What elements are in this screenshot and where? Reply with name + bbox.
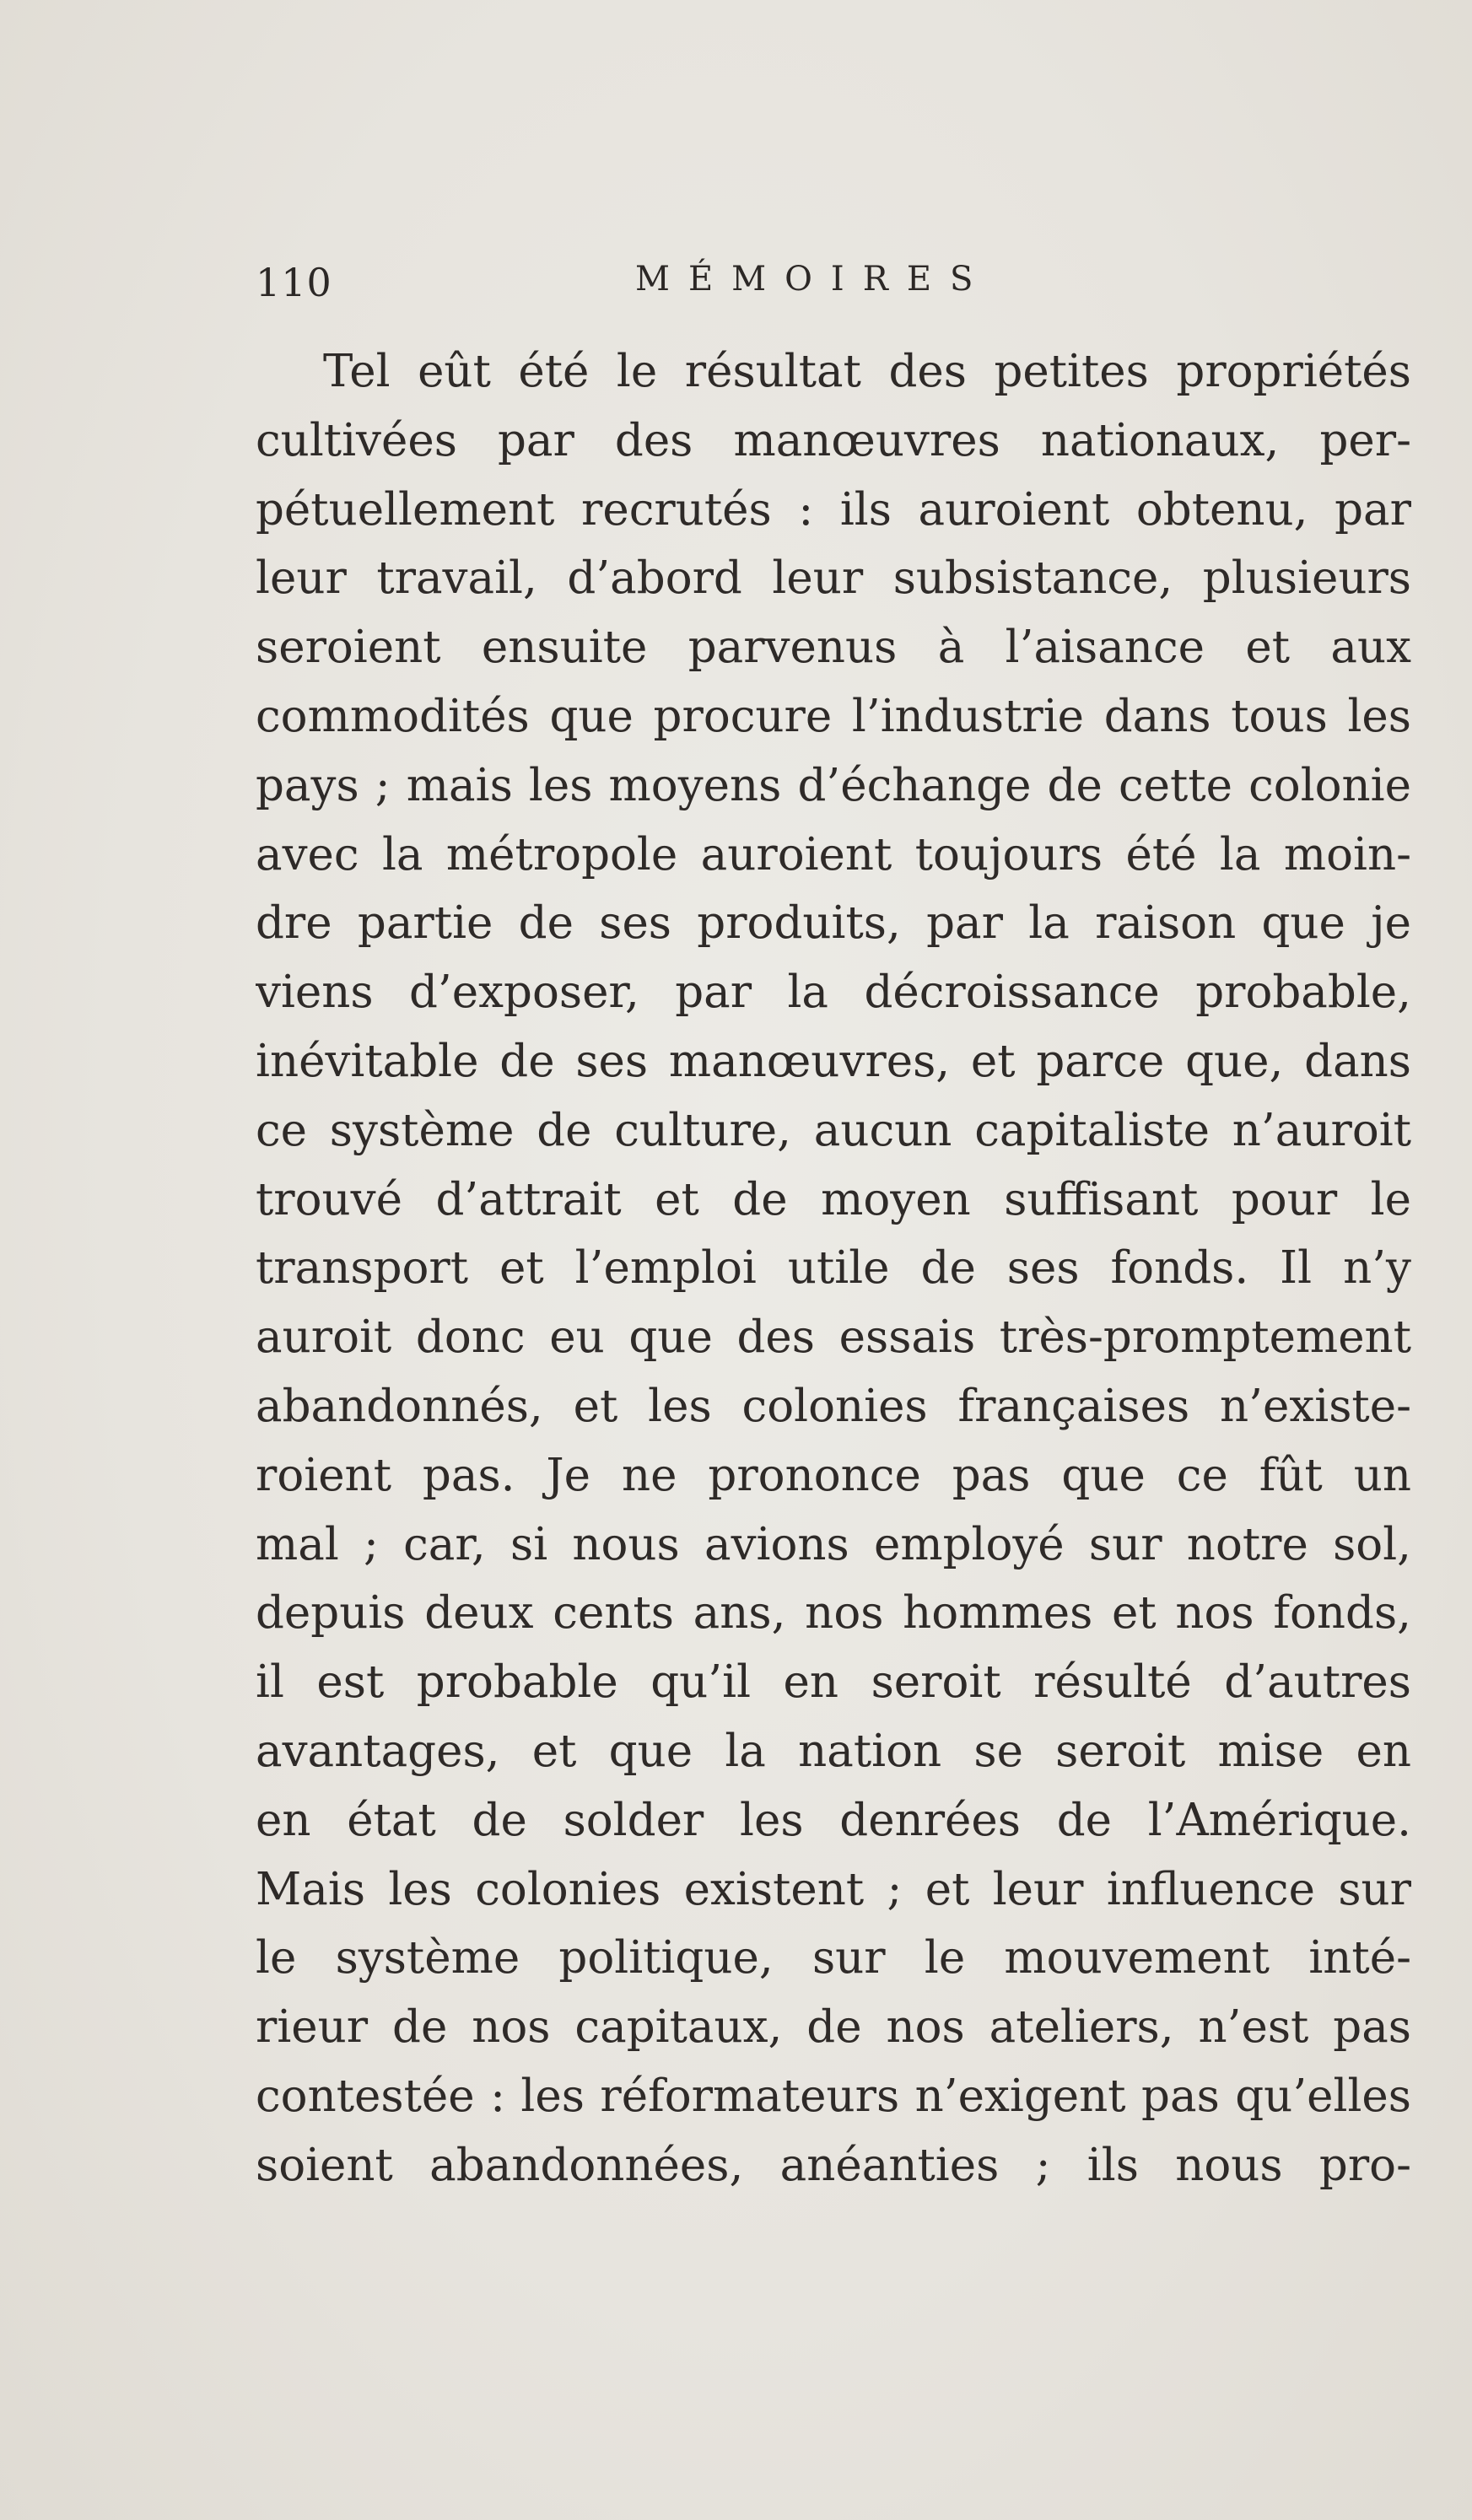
text-line: Tel eût été le résultat des petites propriétés xyxy=(323,346,1411,397)
text-line: ce système de culture, aucun capitaliste n’auroit xyxy=(256,1104,1411,1156)
text-line: abandonnés, et les colonies françaises n’existe- xyxy=(256,1380,1411,1432)
text-line: trouvé d’attrait et de moyen suffisant pour le xyxy=(256,1173,1411,1225)
running-head: MÉMOIRES xyxy=(635,260,992,299)
text-line: pays ; mais les moyens d’échange de cette colonie xyxy=(256,759,1411,811)
text-line: commodités que procure l’industrie dans tous les xyxy=(256,690,1411,742)
text-line: soient abandonnées, anéanties ; ils nous pro- xyxy=(256,2139,1411,2191)
page-number: 110 xyxy=(256,260,332,305)
text-line: le système politique, sur le mouvement inté- xyxy=(256,1932,1411,1984)
text-line: avec la métropole auroient toujours été la moin- xyxy=(256,828,1411,880)
text-line: avantages, et que la nation se seroit mise en xyxy=(256,1725,1411,1777)
text-line: roient pas. Je ne prononce pas que ce fût un xyxy=(256,1449,1411,1501)
text-line: cultivées par des manœuvres nationaux, per- xyxy=(256,414,1411,466)
text-line: Mais les colonies existent ; et leur influence sur xyxy=(256,1863,1411,1915)
text-line: depuis deux cents ans, nos hommes et nos fonds, xyxy=(256,1587,1411,1640)
text-line: contestée : les réformateurs n’exigent pas qu’elles xyxy=(256,2070,1411,2122)
text-line: mal ; car, si nous avions employé sur notre sol, xyxy=(256,1518,1411,1570)
text-line: pétuellement recrutés : ils auroient obtenu, par xyxy=(256,483,1411,536)
text-line: rieur de nos capitaux, de nos ateliers, n’est pas xyxy=(256,2001,1411,2054)
text-line: viens d’exposer, par la décroissance probable, xyxy=(256,967,1411,1019)
text-line: leur travail, d’abord leur subsistance, plusieurs xyxy=(256,552,1411,605)
text-line: inévitable de ses manœuvres, et parce que, dans xyxy=(256,1035,1411,1087)
text-line: il est probable qu’il en seroit résulté d’autres xyxy=(256,1656,1411,1709)
text-line: transport et l’emploi utile de ses fonds. Il n’y xyxy=(256,1242,1411,1295)
text-line: seroient ensuite parvenus à l’aisance et aux xyxy=(256,622,1411,674)
text-line: en état de solder les denrées de l’Amérique. xyxy=(256,1794,1411,1846)
text-line: dre partie de ses produits, par la raison que je xyxy=(256,897,1411,950)
text-line: auroit donc eu que des essais très-promptement xyxy=(256,1311,1411,1364)
body-text xyxy=(256,337,1411,2200)
page-header xyxy=(256,260,1352,310)
